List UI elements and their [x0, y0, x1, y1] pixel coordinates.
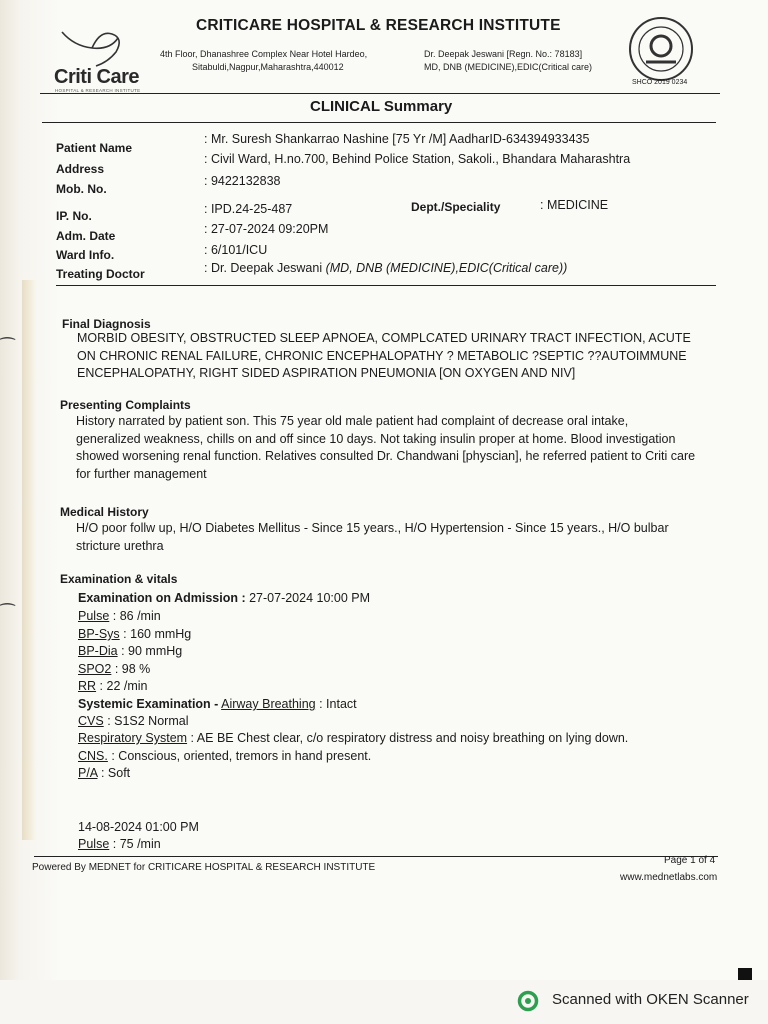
- treating-doctor-value: : Dr. Deepak Jeswani (MD, DNB (MEDICINE),EDIC(Critical care)): [204, 261, 568, 275]
- admission-exam-line: Examination on Admission : 27-07-2024 10:00 PM: [78, 591, 371, 605]
- respiratory-rate-line: RR : 22 /min: [78, 679, 148, 693]
- logo-subtext: HOSPITAL & RESEARCH INSTITUTE: [55, 88, 141, 93]
- patient-name-label: Patient Name: [56, 141, 133, 155]
- department-value: : MEDICINE: [540, 198, 609, 212]
- presenting-complaints-heading: Presenting Complaints: [60, 398, 191, 412]
- medical-history-text: H/O poor follw up, H/O Diabetes Mellitus - Since 15 years., H/O Hypertension - Since 15 years., H/O bulbar stricture urethra: [76, 521, 669, 553]
- mobile-label: Mob. No.: [56, 182, 107, 196]
- cvs-line: CVS : S1S2 Normal: [78, 714, 189, 728]
- presenting-complaints-text: History narrated by patient son. This 75 year old male patient had complaint of decrease oral intake, generalized weakness, chills on and off since 10 days. Not taking insulin proper at home. Blood investigation showed worsening renal function. Relatives consulted Dr. Chandwani [physcian], he referred patient to Criti care for further management: [76, 414, 696, 481]
- document-title: CLINICAL Summary: [310, 98, 453, 115]
- header-divider: [40, 93, 720, 94]
- ip-number-label: IP. No.: [56, 209, 92, 223]
- bp-dia-line: BP-Dia : 90 mmHg: [78, 644, 183, 658]
- hospital-address-line1: 4th Floor, Dhanashree Complex Near Hotel Hardeo,: [160, 49, 368, 59]
- logo-text: Criti Care: [54, 66, 140, 88]
- seal-code: SHCO 2019 0234: [632, 79, 688, 86]
- ip-number-value: : IPD.24-25-487: [204, 202, 293, 216]
- mednet-website-link[interactable]: www.mednetlabs.com: [620, 872, 718, 883]
- pa-line: P/A : Soft: [78, 766, 131, 780]
- followup-pulse-line: Pulse : 75 /min: [78, 837, 161, 851]
- address-value: : Civil Ward, H.no.700, Behind Police Station, Sakoli., Bhandara Maharashtra: [204, 152, 631, 166]
- oken-scanner-icon: [517, 990, 539, 1012]
- bp-sys-line: BP-Sys : 160 mmHg: [78, 627, 192, 641]
- scanner-watermark-text: Scanned with OKEN Scanner: [552, 991, 749, 1008]
- final-diagnosis-text: MORBID OBESITY, OBSTRUCTED SLEEP APNOEA, COMPLCATED URINARY TRACT INFECTION, ACUTE ON CHRONIC RENAL FAILURE, CHRONIC ENCEPHALOPATHY ? METABOLIC ?SEPTIC ??AUTOIMMUNE ENCEPHALOPATHY, RIGHT SIDED ASPIRATION PNEUMONIA [ON OXYGEN AND NIV]: [77, 331, 691, 380]
- powered-by-text: Powered By MEDNET for CRITICARE HOSPITAL & RESEARCH INSTITUTE: [32, 862, 376, 873]
- examination-heading: Examination & vitals: [60, 572, 178, 586]
- spo2-line: SPO2 : 98 %: [78, 662, 151, 676]
- pulse-line: Pulse : 86 /min: [78, 609, 161, 623]
- ward-info-label: Ward Info.: [56, 248, 115, 262]
- admission-date-value: : 27-07-2024 09:20PM: [204, 222, 329, 236]
- doctor-reg-line: Dr. Deepak Jeswani [Regn. No.: 78183]: [424, 49, 583, 59]
- cns-line: CNS. : Conscious, oriented, tremors in hand present.: [78, 749, 372, 763]
- department-label: Dept./Speciality: [411, 200, 501, 214]
- page-number: Page 1 of 4: [664, 855, 716, 866]
- medical-history-heading: Medical History: [60, 505, 149, 519]
- patient-info-divider: [56, 285, 716, 286]
- scan-edge-mark: [738, 968, 752, 980]
- patient-name-value: : Mr. Suresh Shankarrao Nashine [75 Yr /M] AadharID-634394933435: [204, 132, 590, 146]
- doctor-qualification-line: MD, DNB (MEDICINE),EDIC(Critical care): [424, 62, 593, 72]
- respiratory-system-line: Respiratory System : AE BE Chest clear, c/o respiratory distress and noisy breathing on lying down.: [78, 731, 629, 745]
- followup-datetime: 14-08-2024 01:00 PM: [78, 820, 199, 834]
- hospital-name: CRITICARE HOSPITAL & RESEARCH INSTITUTE: [196, 17, 561, 34]
- systemic-exam-line: Systemic Examination - Airway Breathing : Intact: [78, 697, 357, 711]
- mobile-value: : 9422132838: [204, 174, 281, 188]
- ward-info-value: : 6/101/ICU: [204, 243, 268, 257]
- paper-fold: [22, 280, 36, 840]
- punch-hole-mark: ⁀: [0, 338, 15, 358]
- title-divider: [42, 122, 716, 123]
- footer-divider: [34, 856, 718, 857]
- address-label: Address: [56, 162, 105, 176]
- accreditation-seal-icon: [628, 16, 694, 82]
- admission-date-label: Adm. Date: [56, 229, 116, 243]
- final-diagnosis-heading: Final Diagnosis: [62, 317, 151, 331]
- hospital-address-line2: Sitabuldi,Nagpur,Maharashtra,440012: [192, 62, 344, 72]
- treating-doctor-label: Treating Doctor: [56, 267, 145, 281]
- punch-hole-mark: ⁀: [0, 604, 15, 624]
